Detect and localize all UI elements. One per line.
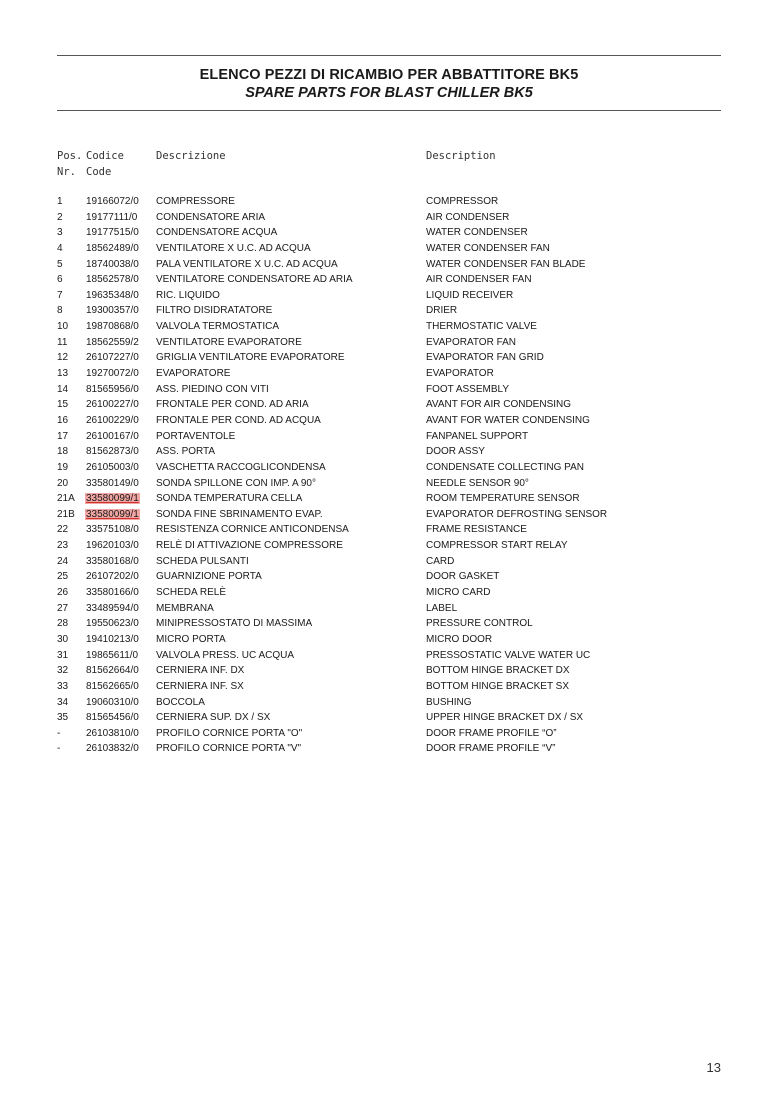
- part-pos: 8: [57, 305, 63, 317]
- header-nr: Nr.: [57, 166, 76, 178]
- part-pos: 26: [57, 587, 69, 599]
- part-pos: 23: [57, 540, 69, 552]
- part-code: 26100227/0: [86, 399, 139, 411]
- part-description-it: SCHEDA PULSANTI: [156, 555, 249, 567]
- part-pos: 14: [57, 383, 69, 395]
- part-pos: 3: [57, 227, 63, 239]
- part-code: 26105003/0: [86, 461, 139, 473]
- page-title: [57, 66, 721, 102]
- table-row: [0, 710, 777, 726]
- part-description-it: EVAPORATORE: [156, 368, 231, 380]
- table-row: [0, 366, 777, 382]
- header-descrizione: Descrizione: [156, 150, 226, 162]
- table-row: [0, 585, 777, 601]
- part-pos: 1: [57, 196, 63, 207]
- part-description-en: WATER CONDENSER FAN: [426, 242, 550, 254]
- table-row: [0, 491, 777, 507]
- part-description-it: SONDA FINE SBRINAMENTO EVAP.: [156, 508, 323, 520]
- part-description-en: MICRO CARD: [426, 587, 491, 599]
- part-description-en: AIR CONDENSER FAN: [426, 274, 532, 286]
- part-code: 81565456/0: [86, 712, 139, 724]
- part-description-it: CONDENSATORE ARIA: [156, 211, 266, 223]
- part-description-it: RESISTENZA CORNICE ANTICONDENSA: [156, 524, 349, 536]
- table-row: [0, 554, 777, 570]
- part-code: 33489594/0: [86, 602, 139, 614]
- table-row: [0, 726, 777, 742]
- part-pos: 30: [57, 633, 69, 645]
- table-row: [0, 429, 777, 445]
- part-description-en: DOOR FRAME PROFILE “V”: [426, 743, 556, 755]
- part-description-it: PROFILO CORNICE PORTA "V": [156, 743, 302, 755]
- part-description-en: WATER CONDENSER FAN BLADE: [426, 258, 586, 270]
- table-row: [0, 335, 777, 351]
- part-code: 18562489/0: [86, 242, 139, 254]
- page-number: 13: [706, 1060, 721, 1075]
- part-description-it: ASS. PORTA: [156, 446, 216, 458]
- part-description-en: DOOR GASKET: [426, 571, 500, 583]
- part-description-en: BOTTOM HINGE BRACKET SX: [426, 680, 569, 692]
- bottom-divider: [57, 110, 721, 111]
- part-code: 19270072/0: [86, 368, 139, 380]
- part-pos: 19: [57, 461, 69, 473]
- table-row: [0, 413, 777, 429]
- part-description-it: PALA VENTILATORE X U.C. AD ACQUA: [156, 258, 338, 270]
- part-description-en: MICRO DOOR: [426, 633, 493, 645]
- part-pos: 12: [57, 352, 69, 364]
- part-description-en: LABEL: [426, 602, 458, 614]
- table-row: [0, 303, 777, 319]
- part-description-it: VENTILATORE X U.C. AD ACQUA: [156, 242, 311, 254]
- part-pos: 22: [57, 524, 69, 536]
- part-pos: 28: [57, 618, 69, 630]
- part-code: 33580168/0: [86, 555, 139, 567]
- part-description-en: BUSHING: [426, 696, 472, 708]
- part-description-it: CERNIERA SUP. DX / SX: [156, 712, 271, 724]
- part-pos: 2: [57, 211, 63, 223]
- part-code: 19166072/0: [86, 196, 139, 207]
- part-description-it: PROFILO CORNICE PORTA "O": [156, 727, 303, 739]
- part-code: 33580166/0: [86, 587, 139, 599]
- table-row: [0, 507, 777, 523]
- part-pos: 16: [57, 414, 69, 426]
- part-description-it: CERNIERA INF. SX: [156, 680, 244, 692]
- part-pos: 13: [57, 368, 69, 380]
- part-description-it: FILTRO DISIDRATATORE: [156, 305, 273, 317]
- part-description-it: COMPRESSORE: [156, 196, 235, 207]
- part-code: 81565956/0: [86, 383, 139, 395]
- part-description-en: EVAPORATOR FAN: [426, 336, 517, 348]
- part-code: 19620103/0: [86, 540, 139, 552]
- part-description-it: RIC. LIQUIDO: [156, 289, 220, 301]
- part-description-en: LIQUID RECEIVER: [426, 289, 514, 301]
- part-code: 19865611/0: [86, 649, 139, 661]
- part-description-en: FOOT ASSEMBLY: [426, 383, 509, 395]
- highlighted-code: 33580099/1: [86, 508, 139, 520]
- table-row: [0, 601, 777, 617]
- table-row: [0, 225, 777, 241]
- part-description-en: AIR CONDENSER: [426, 211, 510, 223]
- part-description-it: MICRO PORTA: [156, 633, 226, 645]
- part-pos: 10: [57, 321, 69, 333]
- part-code: 26100229/0: [86, 414, 139, 426]
- part-pos: 27: [57, 602, 69, 614]
- part-pos: 21A: [57, 493, 75, 505]
- part-code: 81562665/0: [86, 680, 139, 692]
- part-description-it: SONDA SPILLONE CON IMP. A 90°: [156, 477, 316, 489]
- table-row: [0, 319, 777, 335]
- part-code: 18562559/2: [86, 336, 139, 348]
- table-row: [0, 569, 777, 585]
- part-description-en: PRESSOSTATIC VALVE WATER UC: [426, 649, 591, 661]
- part-code: 26107227/0: [86, 352, 139, 364]
- part-description-it: RELÈ DI ATTIVAZIONE COMPRESSORE: [156, 540, 343, 552]
- part-description-it: FRONTALE PER COND. AD ARIA: [156, 399, 309, 411]
- part-code: 19060310/0: [86, 696, 139, 708]
- part-pos: 6: [57, 274, 63, 286]
- part-pos: 35: [57, 712, 69, 724]
- part-pos: 32: [57, 665, 69, 677]
- table-row: [0, 695, 777, 711]
- table-row: [0, 397, 777, 413]
- part-description-en: WATER CONDENSER: [426, 227, 528, 239]
- part-pos: 5: [57, 258, 63, 270]
- table-row: [0, 741, 777, 757]
- part-code: 18562578/0: [86, 274, 139, 286]
- part-description-en: DRIER: [426, 305, 458, 317]
- table-row: [0, 444, 777, 460]
- table-row: [0, 632, 777, 648]
- part-description-it: VENTILATORE EVAPORATORE: [156, 336, 302, 348]
- part-description-en: EVAPORATOR DEFROSTING SENSOR: [426, 508, 608, 520]
- part-code: 26107202/0: [86, 571, 139, 583]
- header-pos: Pos.: [57, 150, 83, 162]
- part-description-it: VASCHETTA RACCOGLICONDENSA: [156, 461, 326, 473]
- table-row: [0, 350, 777, 366]
- part-description-it: MEMBRANA: [156, 602, 214, 614]
- part-pos: -: [57, 727, 61, 739]
- part-description-it: ASS. PIEDINO CON VITI: [156, 383, 269, 395]
- part-code: 19177111/0: [86, 211, 138, 223]
- part-code: [86, 507, 140, 523]
- part-code: 19410213/0: [86, 633, 139, 645]
- part-description-en: ROOM TEMPERATURE SENSOR: [426, 493, 580, 505]
- part-description-en: DOOR ASSY: [426, 446, 485, 458]
- part-description-en: CARD: [426, 555, 455, 567]
- part-pos: 11: [57, 336, 68, 348]
- part-pos: 17: [57, 430, 69, 442]
- part-pos: 18: [57, 446, 69, 458]
- table-row: [0, 194, 777, 210]
- part-description-en: EVAPORATOR FAN GRID: [426, 352, 544, 364]
- part-description-it: PORTAVENTOLE: [156, 430, 236, 442]
- title-english: SPARE PARTS FOR BLAST CHILLER BK5: [245, 85, 533, 101]
- part-code: 26103832/0: [86, 743, 139, 755]
- part-code: 19177515/0: [86, 227, 139, 239]
- part-pos: 21B: [57, 508, 75, 520]
- table-row: [0, 648, 777, 664]
- part-pos: -: [57, 743, 61, 755]
- part-code: 19550623/0: [86, 618, 139, 630]
- part-pos: 15: [57, 399, 69, 411]
- top-divider: [57, 55, 721, 56]
- part-description-it: GUARNIZIONE PORTA: [156, 571, 262, 583]
- table-row: [0, 210, 777, 226]
- part-description-en: FANPANEL SUPPORT: [426, 430, 529, 442]
- part-description-en: DOOR FRAME PROFILE “O”: [426, 727, 557, 739]
- part-code: 18740038/0: [86, 258, 139, 270]
- part-code: 26100167/0: [86, 430, 139, 442]
- part-description-en: AVANT FOR WATER CONDENSING: [426, 414, 590, 426]
- part-description-en: COMPRESSOR: [426, 196, 499, 207]
- part-description-en: COMPRESSOR START RELAY: [426, 540, 568, 552]
- table-row: [0, 241, 777, 257]
- part-description-en: FRAME RESISTANCE: [426, 524, 527, 536]
- part-description-en: BOTTOM HINGE BRACKET DX: [426, 665, 570, 677]
- header-description: Description: [426, 150, 496, 162]
- part-pos: 25: [57, 571, 69, 583]
- part-description-it: CONDENSATORE ACQUA: [156, 227, 278, 239]
- table-row: [0, 522, 777, 538]
- part-code: 81562873/0: [86, 446, 139, 458]
- table-row: [0, 476, 777, 492]
- table-row: [0, 538, 777, 554]
- part-code: [86, 491, 140, 507]
- part-description-it: GRIGLIA VENTILATORE EVAPORATORE: [156, 352, 345, 364]
- part-code: 19870868/0: [86, 321, 139, 333]
- part-description-it: CERNIERA INF. DX: [156, 665, 245, 677]
- header-code: Code: [86, 166, 112, 178]
- parts-table: [0, 194, 777, 757]
- table-row: [0, 616, 777, 632]
- part-code: 26103810/0: [86, 727, 139, 739]
- header-codice: Codice: [86, 150, 124, 162]
- part-description-en: CONDENSATE COLLECTING PAN: [426, 461, 584, 473]
- part-pos: 24: [57, 555, 69, 567]
- part-code: 81562664/0: [86, 665, 139, 677]
- part-description-en: NEEDLE SENSOR 90°: [426, 477, 529, 489]
- part-pos: 33: [57, 680, 69, 692]
- part-description-en: PRESSURE CONTROL: [426, 618, 533, 630]
- table-row: [0, 382, 777, 398]
- table-row: [0, 663, 777, 679]
- part-description-it: SCHEDA RELÈ: [156, 587, 227, 599]
- part-description-en: UPPER HINGE BRACKET DX / SX: [426, 712, 584, 724]
- part-pos: 31: [57, 649, 69, 661]
- table-row: [0, 288, 777, 304]
- part-code: 33575108/0: [86, 524, 139, 536]
- part-description-en: THERMOSTATIC VALVE: [426, 321, 537, 333]
- part-description-en: AVANT FOR AIR CONDENSING: [426, 399, 572, 411]
- table-row: [0, 272, 777, 288]
- part-description-en: EVAPORATOR: [426, 368, 494, 380]
- part-description-it: MINIPRESSOSTATO DI MASSIMA: [156, 618, 313, 630]
- highlighted-code: 33580099/1: [86, 493, 139, 505]
- part-description-it: VENTILATORE CONDENSATORE AD ARIA: [156, 274, 353, 286]
- part-code: 19635348/0: [86, 289, 139, 301]
- part-pos: 34: [57, 696, 69, 708]
- part-description-it: FRONTALE PER COND. AD ACQUA: [156, 414, 321, 426]
- table-row: [0, 460, 777, 476]
- part-description-it: VALVOLA PRESS. UC ACQUA: [156, 649, 295, 661]
- part-description-it: SONDA TEMPERATURA CELLA: [156, 493, 303, 505]
- part-pos: 4: [57, 242, 63, 254]
- part-description-it: BOCCOLA: [156, 696, 205, 708]
- table-row: [0, 679, 777, 695]
- table-row: [0, 257, 777, 273]
- part-pos: 7: [57, 289, 63, 301]
- title-italian: ELENCO PEZZI DI RICAMBIO PER ABBATTITORE BK5: [199, 67, 579, 83]
- part-code: 33580149/0: [86, 477, 139, 489]
- part-code: 19300357/0: [86, 305, 139, 317]
- part-pos: 20: [57, 477, 69, 489]
- part-description-it: VALVOLA TERMOSTATICA: [156, 321, 279, 333]
